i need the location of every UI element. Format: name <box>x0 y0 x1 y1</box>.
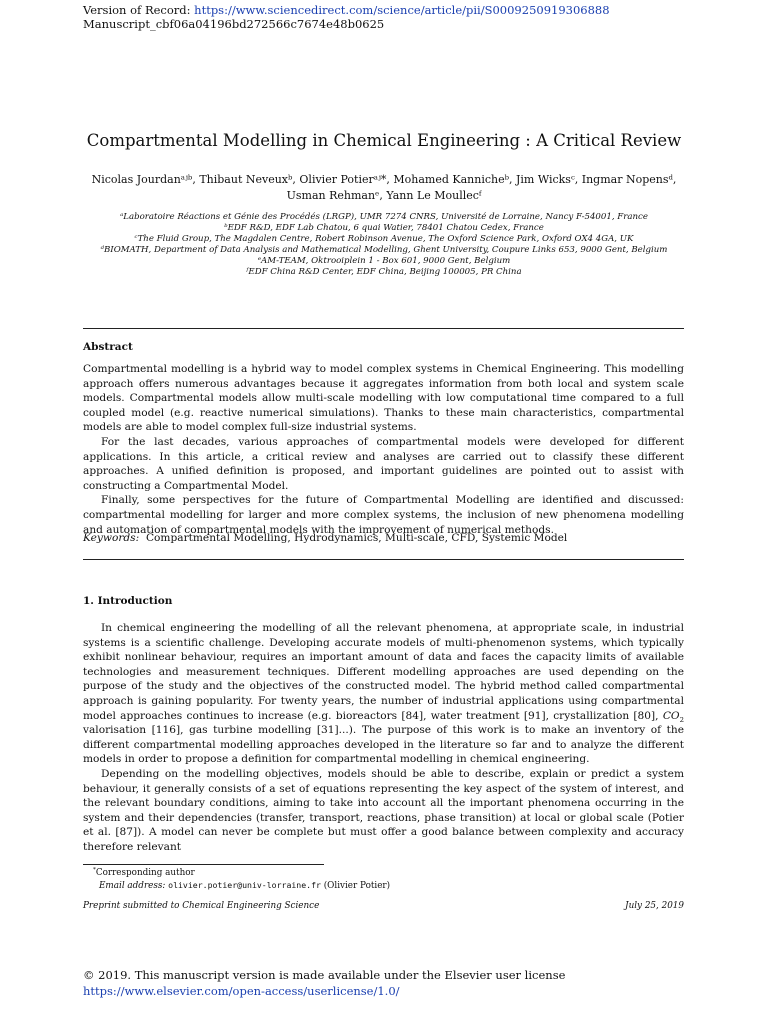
footnote-rule <box>83 864 324 865</box>
version-of-record <box>83 3 610 18</box>
affiliation-a: ᵃLaboratoire Réactions et Génie des Procédés (LRGP), UMR 7274 CNRS, Université de Lorraine, Nancy F-54001, France <box>120 212 648 222</box>
keywords-label: Keywords: <box>83 532 140 544</box>
intro-paragraph-2: Depending on the modelling objectives, models should be able to describe, explain or predict a system behaviour, it generally consists of a set of equations representing the key aspect of the system of interest, and the relevant boundary conditions, aiming to take into account all the important phenomena occurring in the system and their dependencies (transfer, transport, reactions, phase transition) at local or global scale (Potier et al. [87]). A model can never be complete but must offer a good balance between complexity and accuracy therefore relevant <box>83 767 684 853</box>
abstract-paragraph-3: Finally, some perspectives for the future of Compartmental Modelling are identified and discussed: compartmental modelling for larger and more complex systems, the inclusion of new phenomena modelling and automation of compartmental models with the improvement of numerical methods. <box>83 494 684 536</box>
abstract-top-rule <box>83 328 684 329</box>
email-address[interactable]: olivier.potier@univ-lorraine.fr <box>168 880 321 890</box>
affiliations <box>90 212 678 277</box>
keywords-list: Compartmental Modelling, Hydrodynamics, Multi-scale, CFD, Systemic Model <box>145 532 568 544</box>
license-text: © 2019. This manuscript version is made available under the Elsevier user license <box>83 968 566 982</box>
affiliation-b: ᵇEDF R&D, EDF Lab Chatou, 6 quai Watier, 78401 Chatou Cedex, France <box>224 222 544 233</box>
footnote-email: Email address: olivier.potier@univ-lorraine.fr (Olivier Potier) <box>99 880 391 891</box>
intro-paragraph-1: In chemical engineering the modelling of all the relevant phenomena, at appropriate scale, in industrial systems is a scientific challenge. Developing accurate models of multi-phenomenon systems, which typically exhibit nonlinear behaviour, requires an important amount of data and faces the capacity limits of available technologies and measurement techniques. Different modelling approaches are used depending on the purpose of the study and the objectives of the constructed model. The hybrid method called compartmental approach is gaining popularity. For twenty years, the number of industrial applications using compartmental model approaches continues to increase (e.g. bioreactors [84], water treatment [91], crystallization [80], $CO_2$ valorisation [116], gas turbine modelling [31]...). The purpose of this work is to make an inventory of the different compartmental modelling approaches developed in the literature so far and to analyze the different models in order to propose a definition for compartmental modelling in chemical engineering. <box>83 622 684 766</box>
footnote <box>93 867 390 892</box>
footnote-corresponding: *Corresponding author <box>93 867 195 878</box>
affiliation-c: ᶜThe Fluid Group, The Magdalen Centre, Robert Robinson Avenue, The Oxford Science Park, Oxford OX4 4GA, UK <box>134 233 634 244</box>
authors-line-2: Usman Rehmanᵉ, Yann Le Moullecᶠ <box>286 189 482 202</box>
version-of-record-link[interactable]: https://www.sciencedirect.com/science/article/pii/S0009250919306888 <box>194 3 610 17</box>
affiliation-d: ᵈBIOMATH, Department of Data Analysis and Mathematical Modelling, Ghent University, Coupure Links 653, 9000 Gent, Belgium <box>100 244 668 255</box>
version-of-record-label: Version of Record: <box>83 3 195 17</box>
author-list <box>80 172 688 204</box>
affiliation-f: ᶠEDF China R&D Center, EDF China, Beijing 100005, PR China <box>246 266 522 277</box>
paper-title: Compartmental Modelling in Chemical Engineering : A Critical Review <box>86 131 682 150</box>
preprint-note: Preprint submitted to Chemical Engineering Science <box>83 901 320 911</box>
abstract-body <box>83 362 684 537</box>
abstract-paragraph-1: Compartmental modelling is a hybrid way to model complex systems in Chemical Engineering. This modelling approach offers numerous advantages because it aggregates information from both local and system scale models. Compartmental models allow multi-scale modelling with low computational time compared to a full coupled model (e.g. reactive numerical simulations). Thanks to these main characteristics, compartmental models are able to model complex full-size industrial systems. <box>83 363 684 434</box>
preprint-date: July 25, 2019 <box>625 901 684 911</box>
abstract-heading: Abstract <box>83 341 133 353</box>
keywords <box>83 531 567 545</box>
abstract-paragraph-2: For the last decades, various approaches of compartmental models were developed for different applications. In this article, a critical review and analyses are carried out to classify these different approaches. A unified definition is proposed, and important guidelines are pointed out to assist with constructing a Compartmental Model. <box>83 435 684 492</box>
abstract-bottom-rule <box>83 559 684 560</box>
affiliation-e: ᵉAM-TEAM, Oktrooiplein 1 - Box 601, 9000 Gent, Belgium <box>257 255 511 266</box>
manuscript-id: Manuscript_cbf06a04196bd272566c7674e48b0625 <box>83 17 385 31</box>
introduction-body <box>83 621 684 855</box>
license-link[interactable]: https://www.elsevier.com/open-access/userlicense/1.0/ <box>83 984 400 998</box>
authors-line-1: Nicolas Jourdanᵃʲᵇ, Thibaut Neveuxᵇ, Olivier Potierᵃʲ*, Mohamed Kannicheᵇ, Jim Wicksᶜ, Ingmar Nopensᵈ, <box>91 173 677 186</box>
section-heading-introduction: 1. Introduction <box>83 595 173 607</box>
